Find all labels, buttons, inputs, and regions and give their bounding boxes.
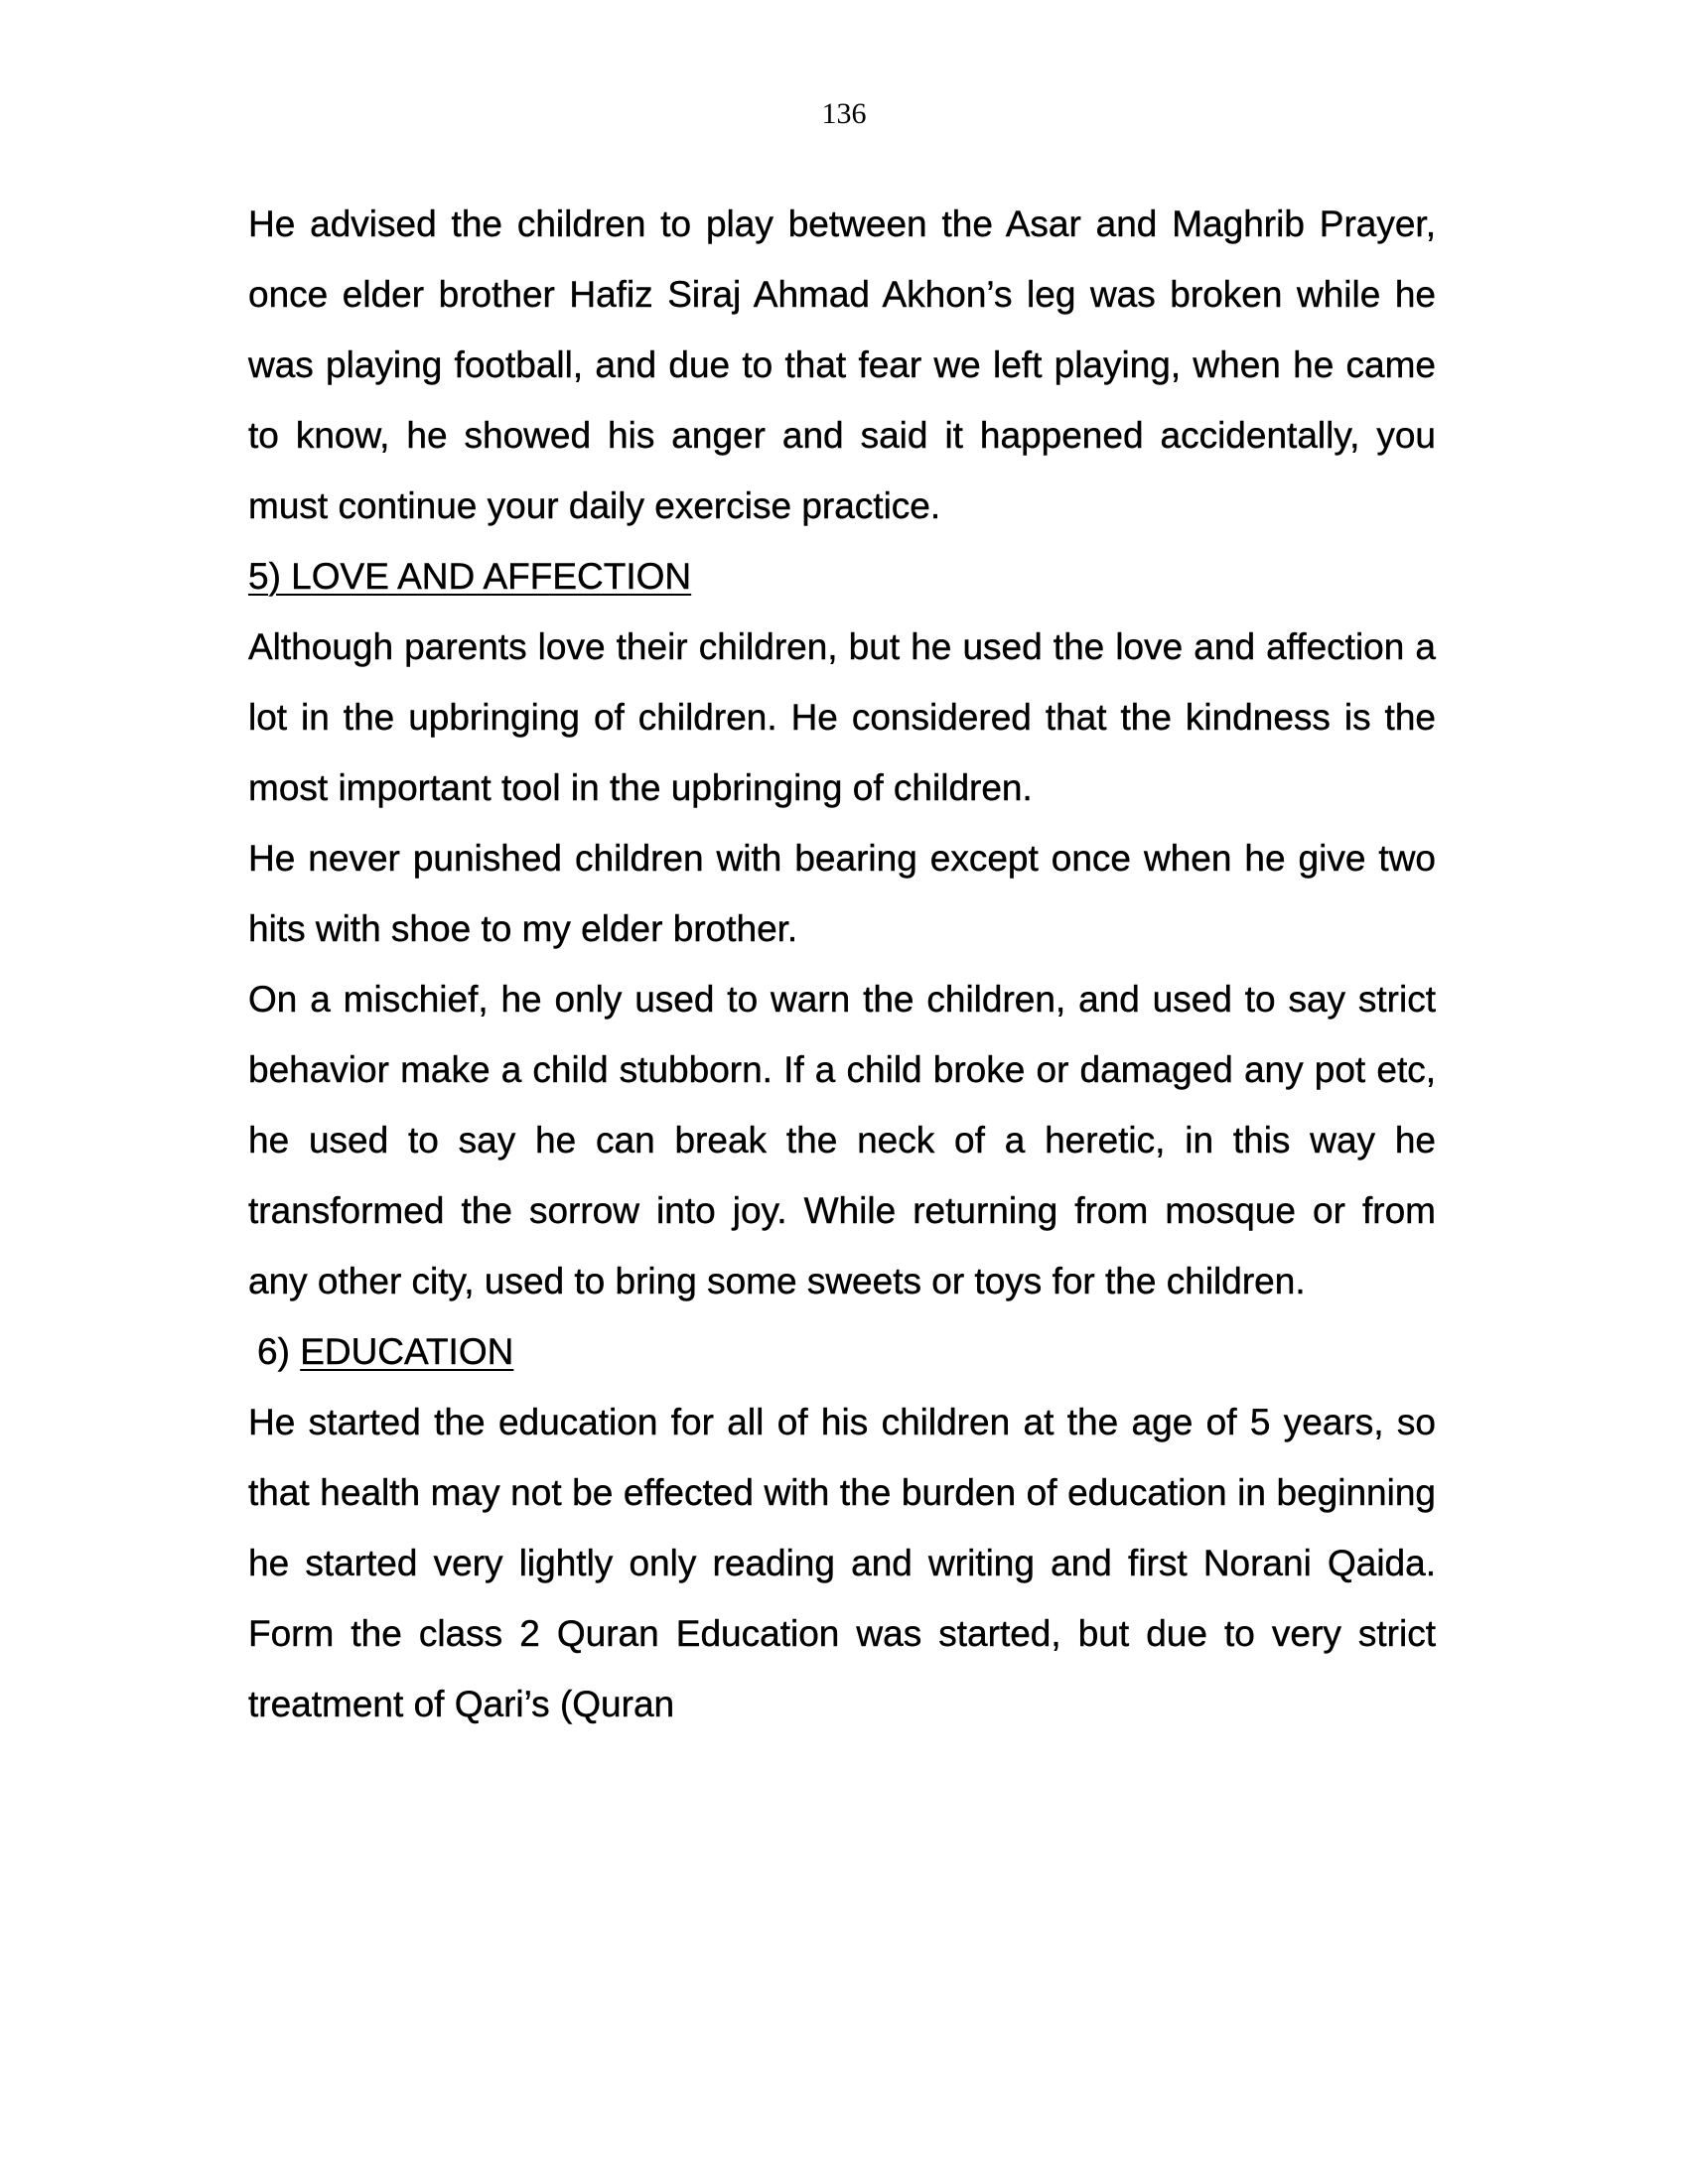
paragraph-education: He started the education for all of his children at the age of 5 years, so that health may not be effected with the burden of education in beginning he started very lightly only reading and writing and first Norani Qaida. Form the class 2 Quran Education was started, but due to very strict treatment of Qari’s (Quran (248, 1402, 1436, 1724)
body-text (248, 189, 1436, 1739)
paragraph-mischief: On a mischief, he only used to warn the children, and used to say strict behavior make a child stubborn. If a child broke or damaged any pot etc, he used to say he can break the neck of a heretic, in this way he transformed the sorrow into joy. While returning from mosque or from any other city, used to bring some sweets or toys for the children. (248, 979, 1436, 1301)
paragraph-love: Although parents love their children, but he used the love and affection a lot in the upbringing of children. He considered that the kindness is the most important tool in the upbringing of children. (248, 626, 1436, 808)
page-number: 136 (821, 97, 867, 130)
paragraph-punishment: He never punished children with bearing except once when he give two hits with shoe to my elder brother. (248, 838, 1436, 949)
paragraph-exercise: He advised the children to play between the Asar and Maghrib Prayer, once elder brother Hafiz Siraj Ahmad Akhon’s leg was broken while he was playing football, and due to that fear we left playing, when he came to know, he showed his anger and said it happened accidentally, you must continue your daily exercise practice. (248, 204, 1436, 526)
section-heading-text: EDUCATION (300, 1331, 514, 1372)
section-heading-education (248, 1316, 1436, 1387)
section-heading-number: 6) (257, 1331, 290, 1372)
section-heading-text: 5) LOVE AND AFFECTION (248, 556, 692, 597)
section-heading-love-and-affection (248, 541, 1436, 612)
